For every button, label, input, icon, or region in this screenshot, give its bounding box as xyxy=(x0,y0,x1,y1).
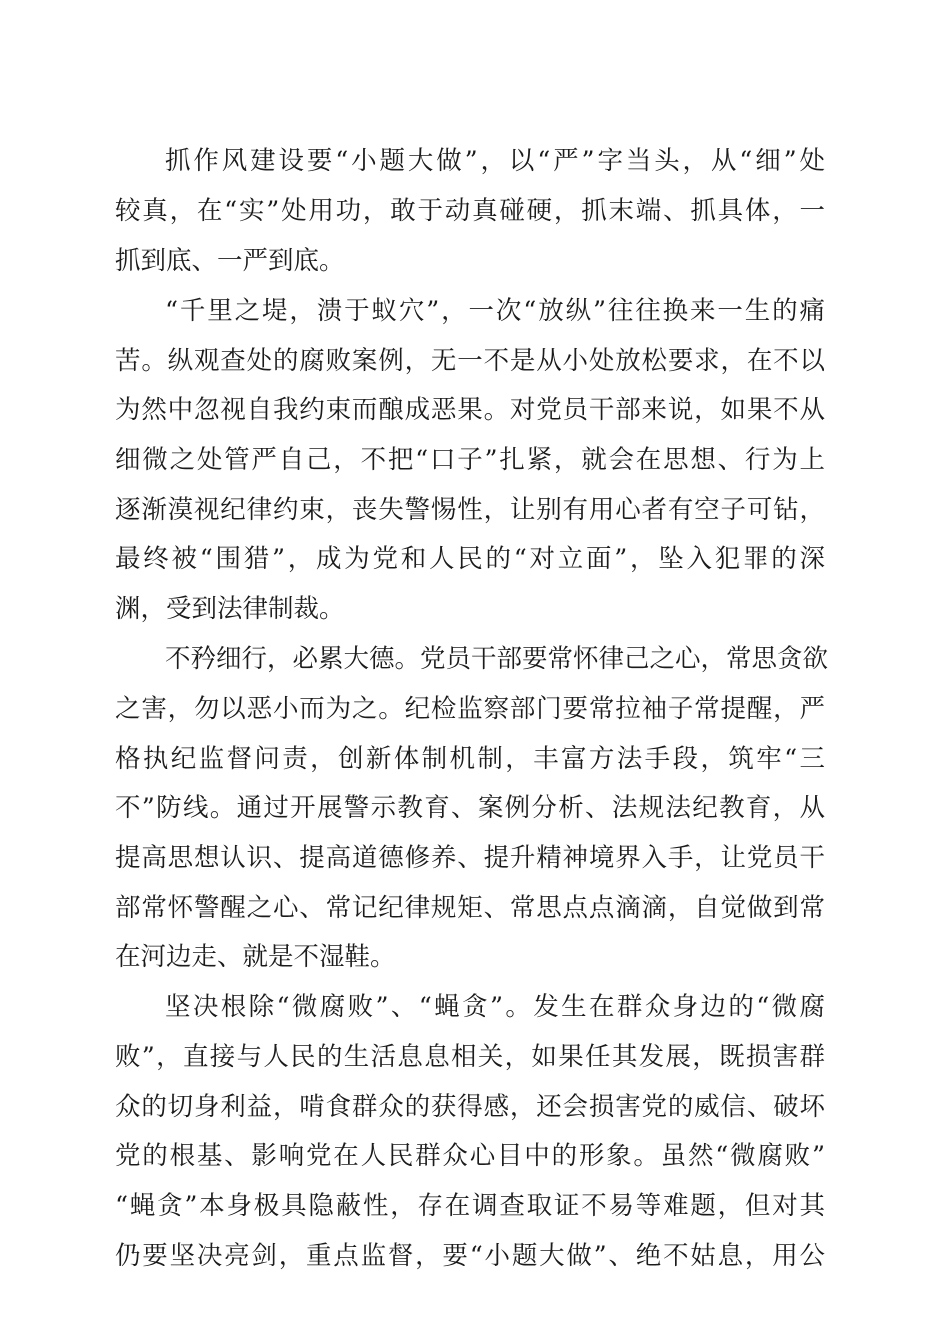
paragraph-2-line-5: 逐渐漠视纪律约束，丧失警惕性，让别有用心者有空子可钻， xyxy=(115,495,825,525)
paragraph-2-line-7: 渊，受到法律制裁。 xyxy=(115,594,345,624)
paragraph-3-line-4: 不”防线。通过开展警示教育、案例分析、法规法纪教育，从 xyxy=(115,793,825,823)
paragraph-4-line-6: 仍要坚决亮剑，重点监督，要“小题大做”、绝不姑息，用公 xyxy=(115,1241,825,1271)
paragraph-2-line-1: “千里之堤，溃于蚁穴”，一次“放纵”往往换来一生的痛 xyxy=(165,296,825,326)
paragraph-3-line-5: 提高思想认识、提高道德修养、提升精神境界入手，让党员干 xyxy=(115,843,825,873)
paragraph-4-line-2: 败”，直接与人民的生活息息相关，如果任其发展，既损害群 xyxy=(115,1042,825,1072)
paragraph-1-line-2: 较真，在“实”处用功，敢于动真碰硬，抓末端、抓具体，一 xyxy=(115,196,825,226)
paragraph-4-line-3: 众的切身利益，啃食群众的获得感，还会损害党的威信、破坏 xyxy=(115,1092,825,1122)
paragraph-4-line-4: 党的根基、影响党在人民群众心目中的形象。虽然“微腐败” xyxy=(115,1141,825,1171)
paragraph-3-line-1: 不矜细行，必累大德。党员干部要常怀律己之心，常思贪欲 xyxy=(165,644,829,674)
paragraph-2-line-3: 为然中忽视自我约束而酿成恶果。对党员干部来说，如果不从 xyxy=(115,395,825,425)
paragraph-3-line-7: 在河边走、就是不湿鞋。 xyxy=(115,942,396,972)
paragraph-2-line-2: 苦。纵观查处的腐败案例，无一不是从小处放松要求，在不以 xyxy=(115,346,825,376)
paragraph-1-line-3: 抓到底、一严到底。 xyxy=(115,246,345,276)
paragraph-2-line-4: 细微之处管严自己，不把“口子”扎紧，就会在思想、行为上 xyxy=(115,445,825,475)
paragraph-3-line-2: 之害，勿以恶小而为之。纪检监察部门要常拉袖子常提醒，严 xyxy=(115,694,825,724)
paragraph-3-line-6: 部常怀警醒之心、常记纪律规矩、常思点点滴滴，自觉做到常 xyxy=(115,893,825,923)
paragraph-4-line-5: “蝇贪”本身极具隐蔽性，存在调查取证不易等难题，但对其 xyxy=(115,1191,825,1221)
paragraph-4-line-1: 坚决根除“微腐败”、“蝇贪”。发生在群众身边的“微腐 xyxy=(165,992,825,1022)
paragraph-1-line-1: 抓作风建设要“小题大做”，以“严”字当头，从“细”处 xyxy=(165,146,825,176)
paragraph-2-line-6: 最终被“围猎”，成为党和人民的“对立面”，坠入犯罪的深 xyxy=(115,544,825,574)
paragraph-3-line-3: 格执纪监督问责，创新体制机制，丰富方法手段，筑牢“三 xyxy=(115,744,825,774)
